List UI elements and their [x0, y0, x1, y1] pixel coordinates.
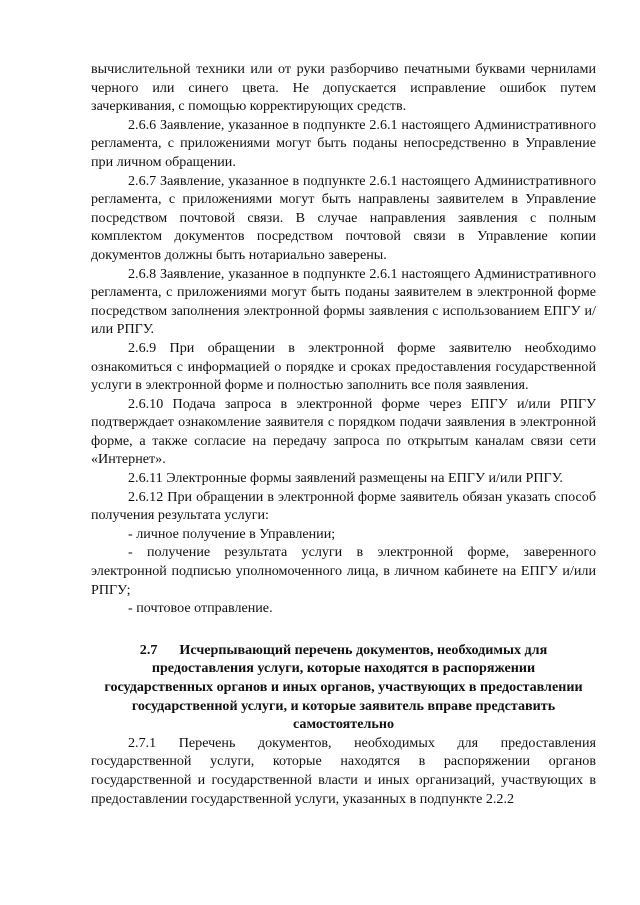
- document-page: [91, 60, 596, 808]
- paragraph-2-6-6: 2.6.6 Заявление, указанное в подпункте 2.6.1 настоящего Административного регламента, с приложениями могут быть поданы непосредственно в Управление при личном обращении.: [91, 116, 596, 170]
- section-title: Исчерпывающий перечень документов, необходимых для предоставления услуги, которые находятся в распоряжении государственных органов и иных органов, участвующих в предоставлении государственной услуги, и которые заявитель вправе представить самостоятельно: [104, 641, 583, 733]
- paragraph-2-6-8: 2.6.8 Заявление, указанное в подпункте 2.6.1 настоящего Административного регламента, с приложениями могут быть поданы заявителем в электронной форме посредством заполнения электронной формы заявления с использованием ЕПГУ и/или РПГУ.: [91, 265, 596, 338]
- paragraph-2-6-11: 2.6.11 Электронные формы заявлений размещены на ЕПГУ и/или РПГУ.: [128, 470, 563, 487]
- paragraph-2-6-7: 2.6.7 Заявление, указанное в подпункте 2.6.1 настоящего Административного регламента, с приложениями могут быть направлены заявителем в Управление посредством почтовой связи. В случае направления заявления с полным комплектом документов посредством почтовой связи в Управление копии документов должны быть нотариально заверены.: [91, 172, 596, 263]
- paragraph-2-6-9: 2.6.9 При обращении в электронной форме заявителю необходимо ознакомиться с информацией о порядке и сроках предоставления государственной услуги в электронной форме и полностью заполнить все поля заявления.: [91, 339, 596, 394]
- paragraph-2-6-10: 2.6.10 Подача запроса в электронной форме через ЕПГУ и/или РПГУ подтверждает ознакомление заявителя с порядком подачи заявления в электронной форме, а также согласие на передачу запроса по открытым каналам связи сети «Интернет».: [91, 395, 596, 468]
- section-number: 2.7: [139, 641, 158, 658]
- list-item-personal-pickup: - личное получение в Управлении;: [128, 525, 336, 542]
- section-heading-2-7: [91, 641, 596, 734]
- paragraph-2-6-12: 2.6.12 При обращении в электронной форме заявитель обязан указать способ получения результата услуги:: [91, 488, 596, 524]
- list-item-electronic-result: - получение результата услуги в электронной форме, заверенного электронной подписью уполномоченного лица, в личном кабинете на ЕПГУ и/или РПГУ;: [91, 544, 596, 598]
- section-gap: [91, 618, 596, 641]
- paragraph-2-7-1: 2.7.1 Перечень документов, необходимых для предоставления государственной услуги, которые находятся в распоряжении органов государственной и государственной власти и иных организаций, участвующих в предоставлении государственной услуги, указанных в подпункте 2.2.2: [91, 734, 596, 807]
- paragraph-continuation: вычислительной техники или от руки разборчиво печатными буквами чернилами черного или синего цвета. Не допускается исправление ошибок путем зачеркивания, с помощью корректирующих средств.: [91, 61, 596, 115]
- list-item-postal-delivery: - почтовое отправление.: [128, 600, 273, 617]
